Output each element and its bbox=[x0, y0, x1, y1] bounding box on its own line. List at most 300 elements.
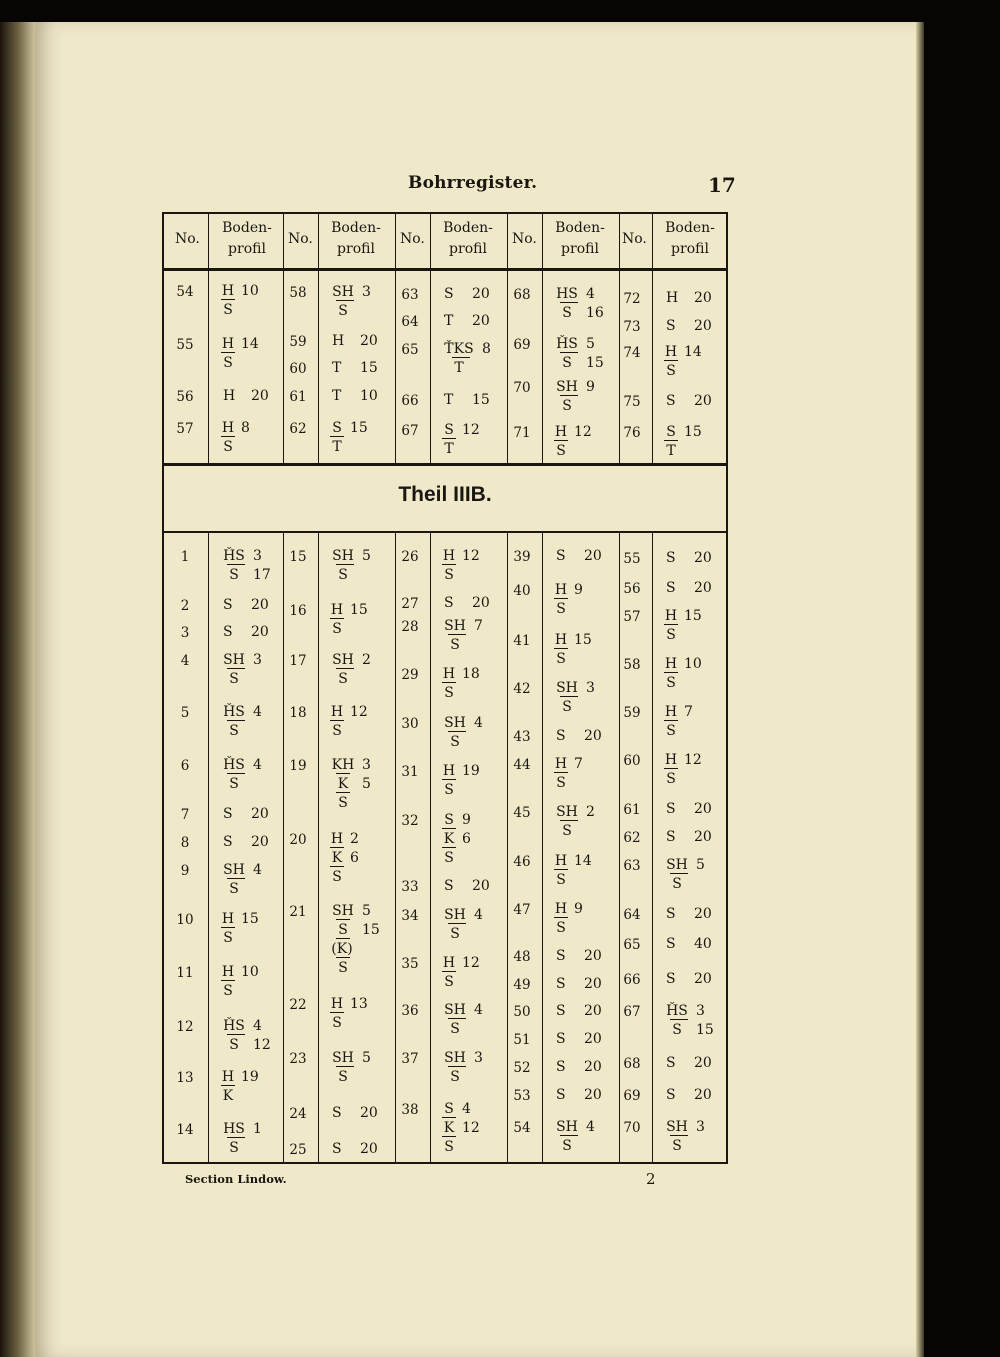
profile-symbol-bottom: S bbox=[666, 675, 676, 691]
fraction-rule bbox=[448, 923, 466, 924]
profile-symbol-bottom: T bbox=[454, 360, 464, 376]
row-number: 41 bbox=[513, 633, 531, 649]
depth-value: 20 bbox=[584, 948, 602, 964]
profile-symbol: S bbox=[556, 976, 566, 992]
fraction-rule bbox=[560, 302, 578, 303]
row-number: 68 bbox=[623, 1056, 641, 1072]
table-rule-2 bbox=[162, 531, 728, 533]
depth-value: 20 bbox=[472, 878, 490, 894]
row-number: 48 bbox=[513, 949, 531, 965]
depth-value: 12 bbox=[684, 752, 702, 768]
row-number: 4 bbox=[180, 653, 190, 669]
profile-symbol-middle: K bbox=[337, 776, 349, 792]
fraction-rule bbox=[442, 564, 456, 565]
profile-symbol-top: S bbox=[444, 1101, 454, 1117]
profile-symbol-bottom: S bbox=[562, 823, 572, 839]
profile-symbol-top: SH bbox=[666, 857, 688, 873]
depth-value: 20 bbox=[584, 728, 602, 744]
depth-value: 5 bbox=[586, 336, 595, 352]
depth-value: 20 bbox=[584, 548, 602, 564]
profile-symbol-bottom: S bbox=[666, 771, 676, 787]
row-number: 75 bbox=[623, 394, 641, 410]
depth-value: 20 bbox=[360, 333, 378, 349]
profile-symbol-top: H bbox=[554, 582, 568, 598]
profile-symbol-top: H bbox=[664, 608, 678, 624]
profile-symbol-top: H bbox=[221, 911, 235, 927]
profile-symbol: S bbox=[556, 548, 566, 564]
profile-symbol-top: SH bbox=[444, 1050, 466, 1066]
column-header-profile: Boden- bbox=[222, 220, 272, 236]
depth-value: 15 bbox=[574, 632, 592, 648]
row-number: 56 bbox=[176, 389, 194, 405]
depth-value: 9 bbox=[462, 812, 471, 828]
depth-value: 10 bbox=[241, 283, 259, 299]
footer-section-name: Section Lindow. bbox=[185, 1172, 287, 1186]
column-header-profile: Boden- bbox=[555, 220, 605, 236]
profile-symbol: S bbox=[666, 906, 676, 922]
row-number: 73 bbox=[623, 319, 641, 335]
profile-symbol-top: ȞS bbox=[223, 1018, 245, 1034]
row-number: 32 bbox=[401, 813, 419, 829]
fraction-rule bbox=[560, 1135, 578, 1136]
row-number: 44 bbox=[513, 757, 531, 773]
row-number: 76 bbox=[623, 425, 641, 441]
profile-symbol-bottom: S bbox=[223, 439, 233, 455]
row-number: 55 bbox=[176, 337, 194, 353]
row-number: 72 bbox=[623, 291, 641, 307]
depth-value: 12 bbox=[350, 704, 368, 720]
row-number: 51 bbox=[513, 1032, 531, 1048]
profile-symbol-bottom: S bbox=[223, 302, 233, 318]
profile-symbol-top: SH bbox=[332, 1050, 354, 1066]
fraction-rule bbox=[442, 1136, 456, 1137]
fraction-rule bbox=[554, 440, 568, 441]
column-header-profile: Boden- bbox=[665, 220, 715, 236]
row-number: 18 bbox=[289, 705, 307, 721]
column-header-profile-2: profil bbox=[337, 241, 375, 257]
profile-symbol-top: ȞS bbox=[223, 757, 245, 773]
fraction-rule bbox=[442, 847, 456, 848]
profile-symbol-top: H bbox=[664, 704, 678, 720]
column-header-profile: Boden- bbox=[443, 220, 493, 236]
depth-value: 20 bbox=[251, 806, 269, 822]
profile-symbol-bottom: T bbox=[444, 441, 454, 457]
profile-symbol: S bbox=[666, 318, 676, 334]
fraction-rule bbox=[221, 436, 235, 437]
profile-symbol-top: H bbox=[330, 602, 344, 618]
column-header-no: No. bbox=[622, 231, 647, 247]
depth-value: 7 bbox=[474, 618, 483, 634]
profile-symbol-bottom: S bbox=[672, 1022, 682, 1038]
depth-value: 4 bbox=[474, 715, 483, 731]
depth-value: 20 bbox=[251, 624, 269, 640]
depth-value-2: 12 bbox=[462, 1120, 480, 1136]
fraction-rule bbox=[227, 773, 245, 774]
row-number: 13 bbox=[176, 1070, 194, 1086]
depth-value: 20 bbox=[472, 286, 490, 302]
fraction-rule bbox=[336, 938, 350, 939]
depth-value: 7 bbox=[684, 704, 693, 720]
row-number: 65 bbox=[401, 342, 419, 358]
column-header-profile-2: profil bbox=[228, 241, 266, 257]
depth-value-2: 15 bbox=[586, 355, 604, 371]
profile-symbol-bottom: S bbox=[223, 930, 233, 946]
row-number: 54 bbox=[176, 284, 194, 300]
profile-symbol-bottom: S bbox=[332, 1015, 342, 1031]
profile-symbol-bottom: S bbox=[229, 567, 239, 583]
depth-value: 20 bbox=[472, 313, 490, 329]
row-number: 56 bbox=[623, 581, 641, 597]
row-number: 21 bbox=[289, 904, 307, 920]
profile-symbol: S bbox=[556, 948, 566, 964]
depth-value: 20 bbox=[694, 393, 712, 409]
profile-symbol-bottom: S bbox=[338, 567, 348, 583]
row-number: 9 bbox=[180, 863, 190, 879]
row-number: 7 bbox=[180, 807, 190, 823]
fraction-rule bbox=[670, 873, 688, 874]
row-number: 1 bbox=[180, 549, 190, 565]
depth-value: 20 bbox=[360, 1105, 378, 1121]
fraction-rule bbox=[221, 927, 235, 928]
depth-value-2: 5 bbox=[362, 776, 371, 792]
row-number: 67 bbox=[401, 423, 419, 439]
profile-symbol-top: SH bbox=[556, 804, 578, 820]
column-rule-b-0 bbox=[208, 531, 209, 1164]
profile-symbol-bottom: S bbox=[444, 685, 454, 701]
fraction-rule bbox=[336, 957, 350, 958]
row-number: 25 bbox=[289, 1142, 307, 1158]
depth-value: 20 bbox=[694, 318, 712, 334]
profile-symbol-top: SH bbox=[223, 862, 245, 878]
fraction-rule bbox=[448, 634, 466, 635]
profile-symbol-top: H bbox=[442, 955, 456, 971]
depth-value: 4 bbox=[253, 704, 262, 720]
row-number: 12 bbox=[176, 1019, 194, 1035]
fraction-rule bbox=[670, 1135, 688, 1136]
profile-symbol: S bbox=[666, 1055, 676, 1071]
profile-symbol-extra: (K) bbox=[331, 941, 353, 957]
profile-symbol: T bbox=[444, 392, 454, 408]
profile-symbol: T bbox=[332, 360, 342, 376]
depth-value: 10 bbox=[241, 964, 259, 980]
depth-value: 20 bbox=[584, 1087, 602, 1103]
row-number: 43 bbox=[513, 729, 531, 745]
row-number: 22 bbox=[289, 997, 307, 1013]
fraction-rule bbox=[670, 1019, 688, 1020]
depth-value: 15 bbox=[684, 424, 702, 440]
profile-symbol-bottom: S bbox=[666, 627, 676, 643]
profile-symbol-bottom: S bbox=[556, 651, 566, 667]
profile-symbol: S bbox=[666, 971, 676, 987]
profile-symbol-bottom: S bbox=[332, 621, 342, 637]
fraction-rule bbox=[336, 773, 350, 774]
profile-symbol-top: H bbox=[554, 632, 568, 648]
depth-value: 20 bbox=[251, 597, 269, 613]
depth-value: 3 bbox=[696, 1119, 705, 1135]
column-header-no: No. bbox=[400, 231, 425, 247]
row-number: 67 bbox=[623, 1004, 641, 1020]
footer-signature-mark: 2 bbox=[646, 1170, 656, 1188]
profile-symbol: S bbox=[666, 1087, 676, 1103]
profile-symbol-middle: K bbox=[443, 831, 455, 847]
profile-symbol: S bbox=[666, 550, 676, 566]
profile-symbol-bottom: S bbox=[332, 723, 342, 739]
profile-symbol: S bbox=[556, 728, 566, 744]
profile-symbol-top: H bbox=[221, 283, 235, 299]
section-title: Theil IIIB. bbox=[398, 483, 492, 506]
row-number: 17 bbox=[289, 653, 307, 669]
profile-symbol-top: ȞS bbox=[223, 704, 245, 720]
depth-value: 20 bbox=[694, 829, 712, 845]
fraction-rule bbox=[336, 668, 354, 669]
depth-value: 20 bbox=[584, 1031, 602, 1047]
fraction-rule bbox=[336, 1066, 354, 1067]
profile-symbol: S bbox=[666, 801, 676, 817]
row-number: 6 bbox=[180, 758, 190, 774]
profile-symbol-bottom: T bbox=[332, 439, 342, 455]
column-header-no: No. bbox=[512, 231, 537, 247]
row-number: 64 bbox=[401, 314, 419, 330]
depth-value: 10 bbox=[684, 656, 702, 672]
profile-symbol: H bbox=[223, 388, 236, 404]
profile-symbol-top: H bbox=[330, 996, 344, 1012]
row-number: 16 bbox=[289, 603, 307, 619]
profile-symbol-bottom: T bbox=[666, 443, 676, 459]
fraction-rule bbox=[330, 866, 344, 867]
depth-value: 20 bbox=[472, 595, 490, 611]
column-rule-b-4 bbox=[430, 531, 431, 1164]
depth-value: 14 bbox=[684, 344, 702, 360]
column-rule-b-8 bbox=[652, 531, 653, 1164]
profile-symbol-bottom: S bbox=[666, 363, 676, 379]
profile-symbol-top: SH bbox=[444, 1002, 466, 1018]
profile-symbol-top: H bbox=[221, 1069, 235, 1085]
fraction-rule bbox=[227, 668, 245, 669]
profile-symbol-bottom: S bbox=[229, 1037, 239, 1053]
fraction-rule bbox=[330, 618, 344, 619]
row-number: 61 bbox=[289, 389, 307, 405]
depth-value: 19 bbox=[462, 763, 480, 779]
depth-value-2: 12 bbox=[253, 1037, 271, 1053]
row-number: 66 bbox=[401, 393, 419, 409]
profile-symbol-top: SH bbox=[332, 903, 354, 919]
depth-value: 2 bbox=[362, 652, 371, 668]
profile-symbol: H bbox=[666, 290, 679, 306]
fraction-rule bbox=[560, 395, 578, 396]
depth-value: 12 bbox=[574, 424, 592, 440]
depth-value: 5 bbox=[362, 903, 371, 919]
profile-symbol: S bbox=[332, 1141, 342, 1157]
depth-value: 20 bbox=[694, 580, 712, 596]
depth-value: 9 bbox=[574, 582, 583, 598]
profile-symbol-bottom: S bbox=[556, 872, 566, 888]
row-number: 69 bbox=[623, 1088, 641, 1104]
profile-symbol-top: SH bbox=[332, 284, 354, 300]
row-number: 36 bbox=[401, 1003, 419, 1019]
profile-symbol-top: S bbox=[666, 424, 676, 440]
profile-symbol-bottom: S bbox=[450, 1069, 460, 1085]
profile-symbol-top: HS bbox=[223, 1121, 245, 1137]
depth-value: 20 bbox=[694, 906, 712, 922]
fraction-rule bbox=[452, 357, 470, 358]
row-number: 60 bbox=[289, 361, 307, 377]
profile-symbol-top: KH bbox=[331, 757, 355, 773]
row-number: 19 bbox=[289, 758, 307, 774]
depth-value: 3 bbox=[362, 757, 371, 773]
fraction-rule bbox=[227, 720, 245, 721]
row-number: 62 bbox=[623, 830, 641, 846]
row-number: 47 bbox=[513, 902, 531, 918]
row-number: 23 bbox=[289, 1051, 307, 1067]
profile-symbol-bottom: S bbox=[556, 601, 566, 617]
profile-symbol: S bbox=[556, 1059, 566, 1075]
profile-symbol: S bbox=[332, 1105, 342, 1121]
profile-symbol-top: H bbox=[554, 756, 568, 772]
depth-value: 3 bbox=[586, 680, 595, 696]
profile-symbol-top: H bbox=[664, 656, 678, 672]
fraction-rule bbox=[560, 352, 578, 353]
depth-value: 20 bbox=[694, 290, 712, 306]
profile-symbol-top: H bbox=[330, 704, 344, 720]
profile-symbol-top: SH bbox=[666, 1119, 688, 1135]
table-rule-0 bbox=[162, 268, 728, 271]
depth-value: 15 bbox=[350, 602, 368, 618]
row-number: 64 bbox=[623, 907, 641, 923]
depth-value: 20 bbox=[694, 550, 712, 566]
fraction-rule bbox=[664, 440, 678, 441]
profile-symbol: T bbox=[444, 313, 454, 329]
profile-symbol-top: H bbox=[554, 853, 568, 869]
profile-symbol: S bbox=[666, 829, 676, 845]
fraction-rule bbox=[442, 1117, 456, 1118]
row-number: 45 bbox=[513, 805, 531, 821]
profile-symbol-top: HS bbox=[556, 286, 578, 302]
depth-value: 4 bbox=[462, 1101, 471, 1117]
fraction-rule bbox=[227, 1137, 245, 1138]
profile-symbol: S bbox=[223, 806, 233, 822]
profile-symbol-bottom: S bbox=[338, 960, 348, 976]
row-number: 63 bbox=[401, 287, 419, 303]
depth-value: 20 bbox=[694, 971, 712, 987]
page-number: 17 bbox=[708, 173, 736, 197]
profile-symbol-bottom: S bbox=[444, 567, 454, 583]
fraction-rule bbox=[560, 820, 578, 821]
fraction-rule bbox=[664, 720, 678, 721]
profile-symbol-top: S bbox=[444, 812, 454, 828]
profile-symbol-top: SH bbox=[556, 379, 578, 395]
depth-value: 12 bbox=[462, 548, 480, 564]
profile-symbol: S bbox=[223, 834, 233, 850]
depth-value: 3 bbox=[362, 284, 371, 300]
profile-symbol: S bbox=[444, 595, 454, 611]
profile-symbol-top: ŤKS bbox=[444, 341, 474, 357]
profile-symbol-bottom: S bbox=[450, 1021, 460, 1037]
row-number: 26 bbox=[401, 549, 419, 565]
running-head: Bohrregister. bbox=[408, 173, 538, 193]
depth-value: 12 bbox=[462, 422, 480, 438]
depth-value: 13 bbox=[350, 996, 368, 1012]
row-number: 3 bbox=[180, 625, 190, 641]
profile-symbol-bottom: S bbox=[229, 723, 239, 739]
row-number: 30 bbox=[401, 716, 419, 732]
column-header-no: No. bbox=[288, 231, 313, 247]
row-number: 39 bbox=[513, 549, 531, 565]
profile-symbol-bottom: S bbox=[672, 1138, 682, 1154]
row-number: 59 bbox=[289, 334, 307, 350]
table-rule-1 bbox=[162, 463, 728, 466]
profile-symbol-bottom: S bbox=[338, 303, 348, 319]
depth-value: 20 bbox=[251, 388, 269, 404]
fraction-rule bbox=[554, 648, 568, 649]
profile-symbol-bottom: S bbox=[450, 734, 460, 750]
depth-value-2: 15 bbox=[696, 1022, 714, 1038]
fraction-rule bbox=[221, 299, 235, 300]
profile-symbol-top: H bbox=[554, 424, 568, 440]
depth-value: 3 bbox=[696, 1003, 705, 1019]
depth-value-2: 16 bbox=[586, 305, 604, 321]
profile-symbol-bottom: S bbox=[444, 850, 454, 866]
row-number: 57 bbox=[623, 609, 641, 625]
row-number: 70 bbox=[513, 380, 531, 396]
fraction-rule bbox=[221, 980, 235, 981]
depth-value: 10 bbox=[360, 388, 378, 404]
depth-value: 3 bbox=[474, 1050, 483, 1066]
row-number: 55 bbox=[623, 551, 641, 567]
profile-symbol: S bbox=[223, 624, 233, 640]
profile-symbol: H bbox=[332, 333, 345, 349]
row-number: 11 bbox=[176, 965, 194, 981]
profile-symbol-bottom: S bbox=[450, 926, 460, 942]
column-rule-b-6 bbox=[542, 531, 543, 1164]
profile-symbol-top: H bbox=[664, 752, 678, 768]
fraction-rule bbox=[227, 878, 245, 879]
fraction-rule bbox=[227, 1034, 245, 1035]
profile-symbol-bottom: S bbox=[338, 671, 348, 687]
profile-symbol: S bbox=[666, 580, 676, 596]
fraction-rule bbox=[336, 792, 350, 793]
profile-symbol-top: ȞS bbox=[556, 336, 578, 352]
profile-symbol-top: SH bbox=[444, 618, 466, 634]
row-number: 35 bbox=[401, 956, 419, 972]
fraction-rule bbox=[442, 828, 456, 829]
fraction-rule bbox=[664, 768, 678, 769]
column-header-profile-2: profil bbox=[449, 241, 487, 257]
row-number: 24 bbox=[289, 1106, 307, 1122]
depth-value: 4 bbox=[253, 757, 262, 773]
profile-symbol-top: ȞS bbox=[666, 1003, 688, 1019]
row-number: 65 bbox=[623, 937, 641, 953]
profile-symbol-bottom: S bbox=[562, 398, 572, 414]
fraction-rule bbox=[554, 917, 568, 918]
row-number: 5 bbox=[180, 705, 190, 721]
row-number: 60 bbox=[623, 753, 641, 769]
profile-symbol-bottom: S bbox=[229, 776, 239, 792]
profile-symbol-bottom: S bbox=[229, 1140, 239, 1156]
profile-symbol: S bbox=[666, 936, 676, 952]
depth-value: 40 bbox=[694, 936, 712, 952]
row-number: 58 bbox=[289, 285, 307, 301]
column-header-profile-2: profil bbox=[671, 241, 709, 257]
fraction-rule bbox=[442, 438, 456, 439]
depth-value: 4 bbox=[253, 1018, 262, 1034]
profile-symbol-top: SH bbox=[332, 652, 354, 668]
depth-value: 20 bbox=[584, 976, 602, 992]
depth-value: 15 bbox=[241, 911, 259, 927]
profile-symbol-top: SH bbox=[556, 680, 578, 696]
row-number: 46 bbox=[513, 854, 531, 870]
profile-symbol-top: SH bbox=[332, 548, 354, 564]
fraction-rule bbox=[336, 564, 354, 565]
